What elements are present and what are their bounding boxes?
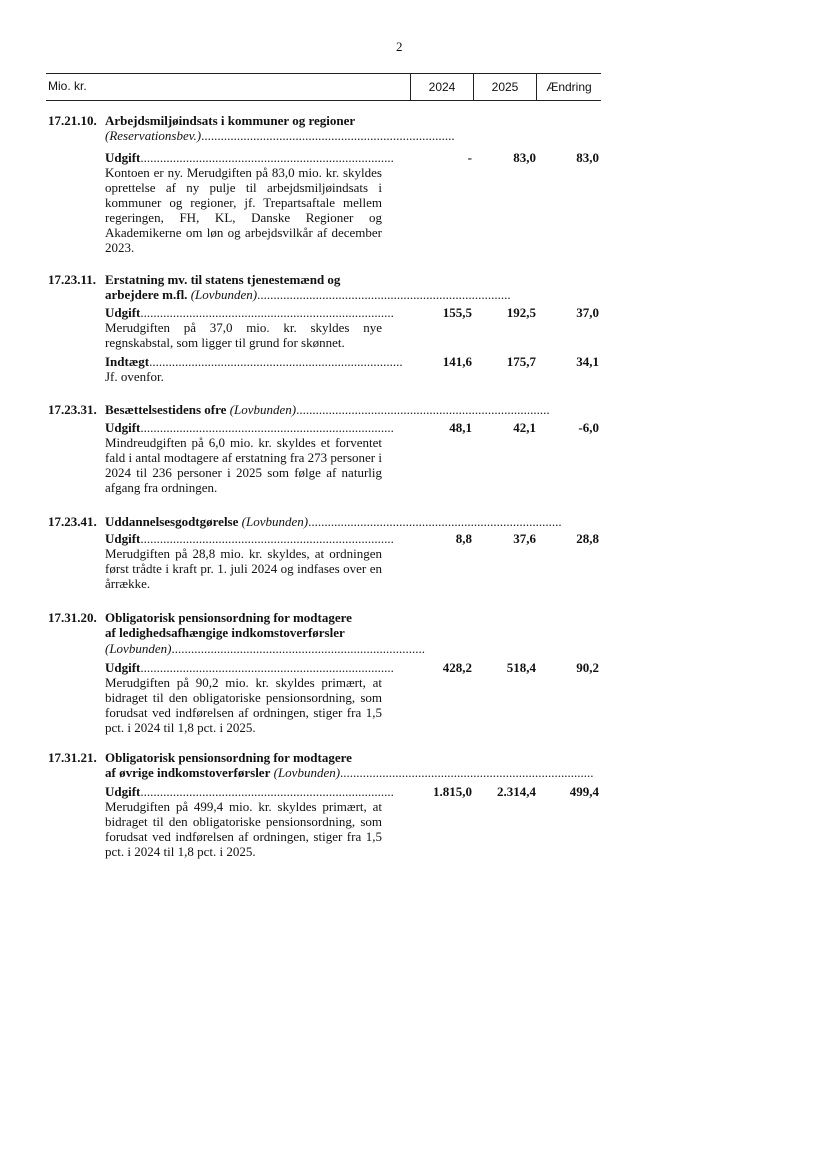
value-change: 90,2 [576,660,599,675]
item-label: Udgift.............................................................................. [105,420,394,435]
value-2025: 175,7 [506,354,536,369]
item-label: Indtægt.............................................................................. [105,354,403,369]
account-title-note: (Reservationsbev.).............................................................................. [105,128,455,143]
value-2025: 2.314,4 [497,784,536,799]
value-2025: 42,1 [513,420,536,435]
account-title: Obligatorisk pensionsordning for modtagere [105,610,352,625]
account-number: 17.31.21. [48,750,97,765]
account-number: 17.23.11. [48,272,97,287]
value-2024: 155,5 [442,305,472,320]
value-2024: 428,2 [442,660,472,675]
account-number: 17.31.20. [48,610,97,625]
table-header [46,73,601,101]
value-2024: - [467,150,472,165]
value-change: 37,0 [576,305,599,320]
value-2024: 48,1 [449,420,472,435]
account-number: 17.23.31. [48,402,97,417]
account-title: Obligatorisk pensionsordning for modtagere [105,750,352,765]
page-number: 2 [396,39,403,54]
value-2024: 141,6 [442,354,472,369]
account-number: 17.23.41. [48,514,97,529]
item-label: Udgift.............................................................................. [105,531,394,546]
item-explanation: Merudgiften på 499,4 mio. kr. skyldes primært, at bidraget til den obligatoriske pensionsordning, som forudsat ved indførelsen af ordningen, stiger fra 1,5 pct. i 2024 til 1,8 pct. i 2025. [105,799,382,859]
column-header-change: Ændring [536,74,601,100]
item-explanation: Merudgiften på 37,0 mio. kr. skyldes nye regnskabstal, som ligger til grund for skønnet. [105,320,382,350]
value-change: 34,1 [576,354,599,369]
value-change: 499,4 [569,784,599,799]
unit-label: Mio. kr. [48,79,87,93]
value-change: 28,8 [576,531,599,546]
value-2024: 8,8 [455,531,472,546]
account-title-line2: af øvrige indkomstoverførsler (Lovbunden).............................................................................. [105,765,594,780]
value-2025: 518,4 [506,660,536,675]
item-label: Udgift.............................................................................. [105,305,394,320]
value-change: -6,0 [578,420,599,435]
value-2025: 83,0 [513,150,536,165]
item-label: Udgift.............................................................................. [105,150,394,165]
item-label: Udgift.............................................................................. [105,784,394,799]
item-explanation: Jf. ovenfor. [105,369,164,384]
item-explanation: Mindreudgiften på 6,0 mio. kr. skyldes et forventet fald i antal modtagere af erstatning fra 273 personer i 2024 til 236 personer i 2025 som følge af naturlig afgang fra ordningen. [105,435,382,495]
item-explanation: Merudgiften på 28,8 mio. kr. skyldes, at ordningen først trådte i kraft pr. 1. juli 2024 og indfases over en årrække. [105,546,382,591]
value-2025: 192,5 [506,305,536,320]
value-2024: 1.815,0 [433,784,472,799]
value-2025: 37,6 [513,531,536,546]
account-title: Erstatning mv. til statens tjenestemænd og [105,272,341,287]
item-explanation: Kontoen er ny. Merudgiften på 83,0 mio. kr. skyldes oprettelse af ny pulje til arbejdsmiljøindsats i kommuner og regioner, jf. Trepartsaftale mellem regeringen, FH, KL, Danske Regioner og Akademikerne om løn og arbejdsvilkår af december 2023. [105,165,382,255]
account-title: Uddannelsesgodtgørelse (Lovbunden).............................................................................. [105,514,562,529]
account-title: Arbejdsmiljøindsats i kommuner og regioner [105,113,356,128]
account-number: 17.21.10. [48,113,97,128]
account-title: Besættelsestidens ofre (Lovbunden).............................................................................. [105,402,550,417]
column-header-2025: 2025 [473,74,536,100]
account-title-line2: arbejdere m.fl. (Lovbunden).............................................................................. [105,287,511,302]
column-header-2024: 2024 [410,74,473,100]
account-title-note: (Lovbunden).............................................................................. [105,641,425,656]
account-title-line2: af ledighedsafhængige indkomstoverførsler [105,625,345,640]
value-change: 83,0 [576,150,599,165]
item-label: Udgift.............................................................................. [105,660,394,675]
item-explanation: Merudgiften på 90,2 mio. kr. skyldes primært, at bidraget til den obligatoriske pensionsordning, som forudsat ved indførelsen af ordningen, stiger fra 1,5 pct. i 2024 til 1,8 pct. i 2025. [105,675,382,735]
